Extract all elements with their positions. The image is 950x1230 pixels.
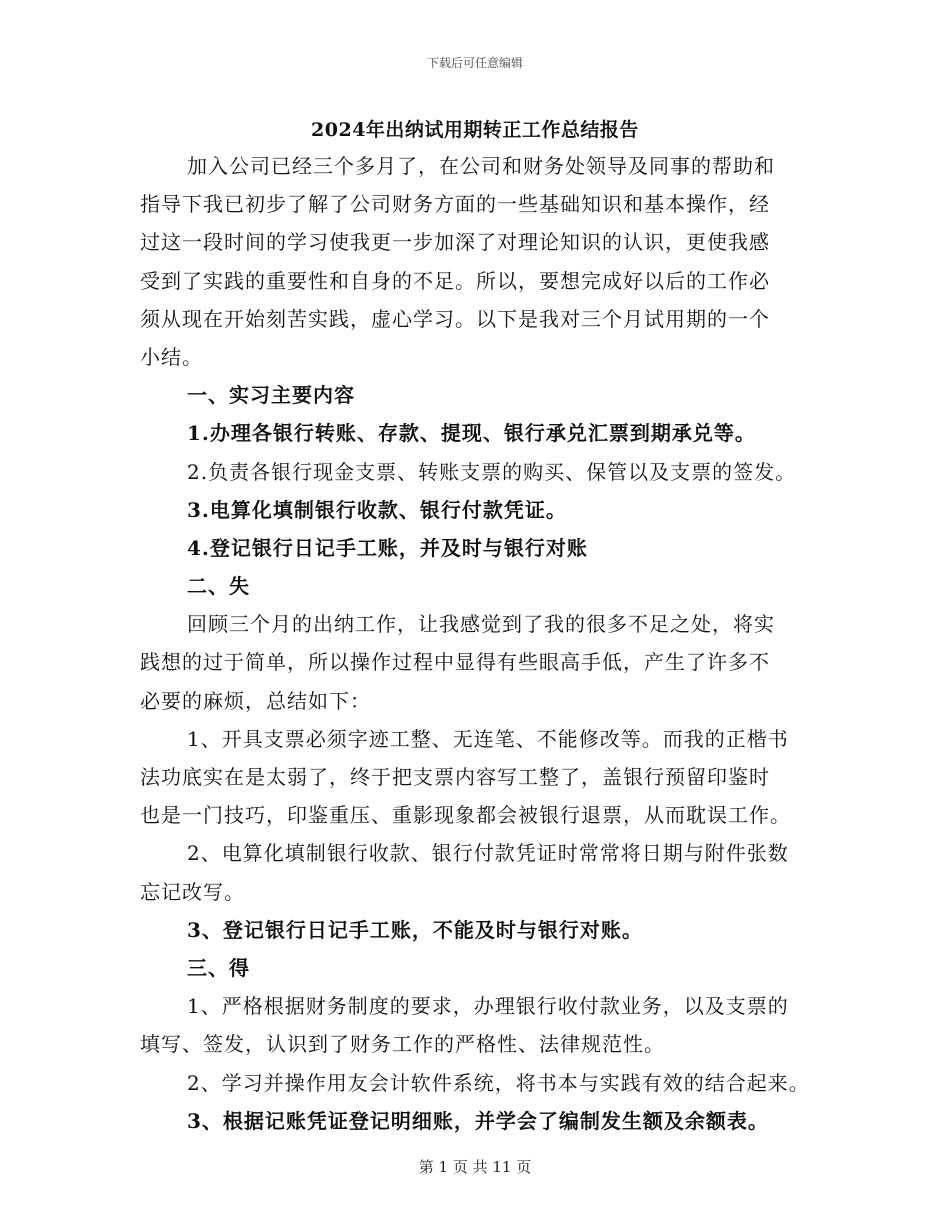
paragraph-line: 受到了实践的重要性和自身的不足。所以，要想完成好以后的工作必: [140, 268, 770, 293]
section-heading: 一、实习主要内容: [187, 383, 355, 408]
page-footer: 第 1 页 共 11 页: [418, 1158, 532, 1176]
paragraph-line: 须从现在开始刻苦实践，虚心学习。以下是我对三个月试用期的一个: [140, 306, 770, 331]
paragraph-line: 指导下我已初步了解了公司财务方面的一些基础知识和基本操作，经: [140, 192, 770, 217]
paragraph-line: 过这一段时间的学习使我更一步加深了对理论知识的认识，更使我感: [140, 230, 770, 255]
paragraph-line: 1、开具支票必须字迹工整、无连笔、不能修改等。而我的正楷书: [187, 726, 789, 751]
paragraph-line: 填写、签发，认识到了财务工作的严格性、法律规范性。: [140, 1032, 665, 1057]
paragraph-line: 1、严格根据财务制度的要求，办理银行收付款业务，以及支票的: [187, 994, 789, 1019]
section-heading: 三、得: [187, 955, 250, 980]
paragraph-line: 也是一门技巧，印鉴重压、重影现象都会被银行退票，从而耽误工作。: [140, 803, 791, 828]
list-item: 3.电算化填制银行收款、银行付款凭证。: [187, 497, 567, 522]
paragraph-line: 忘记改写。: [140, 879, 245, 904]
paragraph-line: 法功底实在是太弱了，终于把支票内容写工整了，盖银行预留印鉴时: [140, 765, 770, 789]
document-body: [140, 147, 820, 1140]
paragraph-line: 回顾三个月的出纳工作，让我感觉到了我的很多不足之处，将实: [187, 612, 775, 637]
paragraph-line: 加入公司已经三个多月了，在公司和财务处领导及同事的帮助和: [187, 154, 775, 178]
paragraph-line: 必要的麻烦，总结如下：: [140, 688, 371, 713]
paragraph-line: 2、电算化填制银行收款、银行付款凭证时常常将日期与附件张数: [187, 841, 789, 866]
header-note: 下载后可任意编辑: [426, 56, 523, 70]
document-title: 2024年出纳试用期转正工作总结报告: [311, 119, 639, 141]
list-item: 2.负责各银行现金支票、转账支票的购买、保管以及支票的签发。: [187, 459, 797, 484]
list-item: 3、登记银行日记手工账，不能及时与银行对账。: [187, 917, 643, 942]
paragraph-line: 2、学习并操作用友会计软件系统，将书本与实践有效的结合起来。: [187, 1070, 810, 1095]
list-item: 1.办理各银行转账、存款、提现、银行承兑汇票到期承兑等。: [187, 421, 756, 446]
list-item: 4.登记银行日记手工账，并及时与银行对账: [187, 535, 588, 560]
paragraph-line: 践想的过于简单，所以操作过程中显得有些眼高手低，产生了许多不: [140, 650, 770, 675]
section-heading: 二、失: [187, 574, 250, 599]
list-item: 3、根据记账凭证登记明细账，并学会了编制发生额及余额表。: [187, 1108, 769, 1133]
paragraph-line: 小结。: [140, 344, 203, 369]
